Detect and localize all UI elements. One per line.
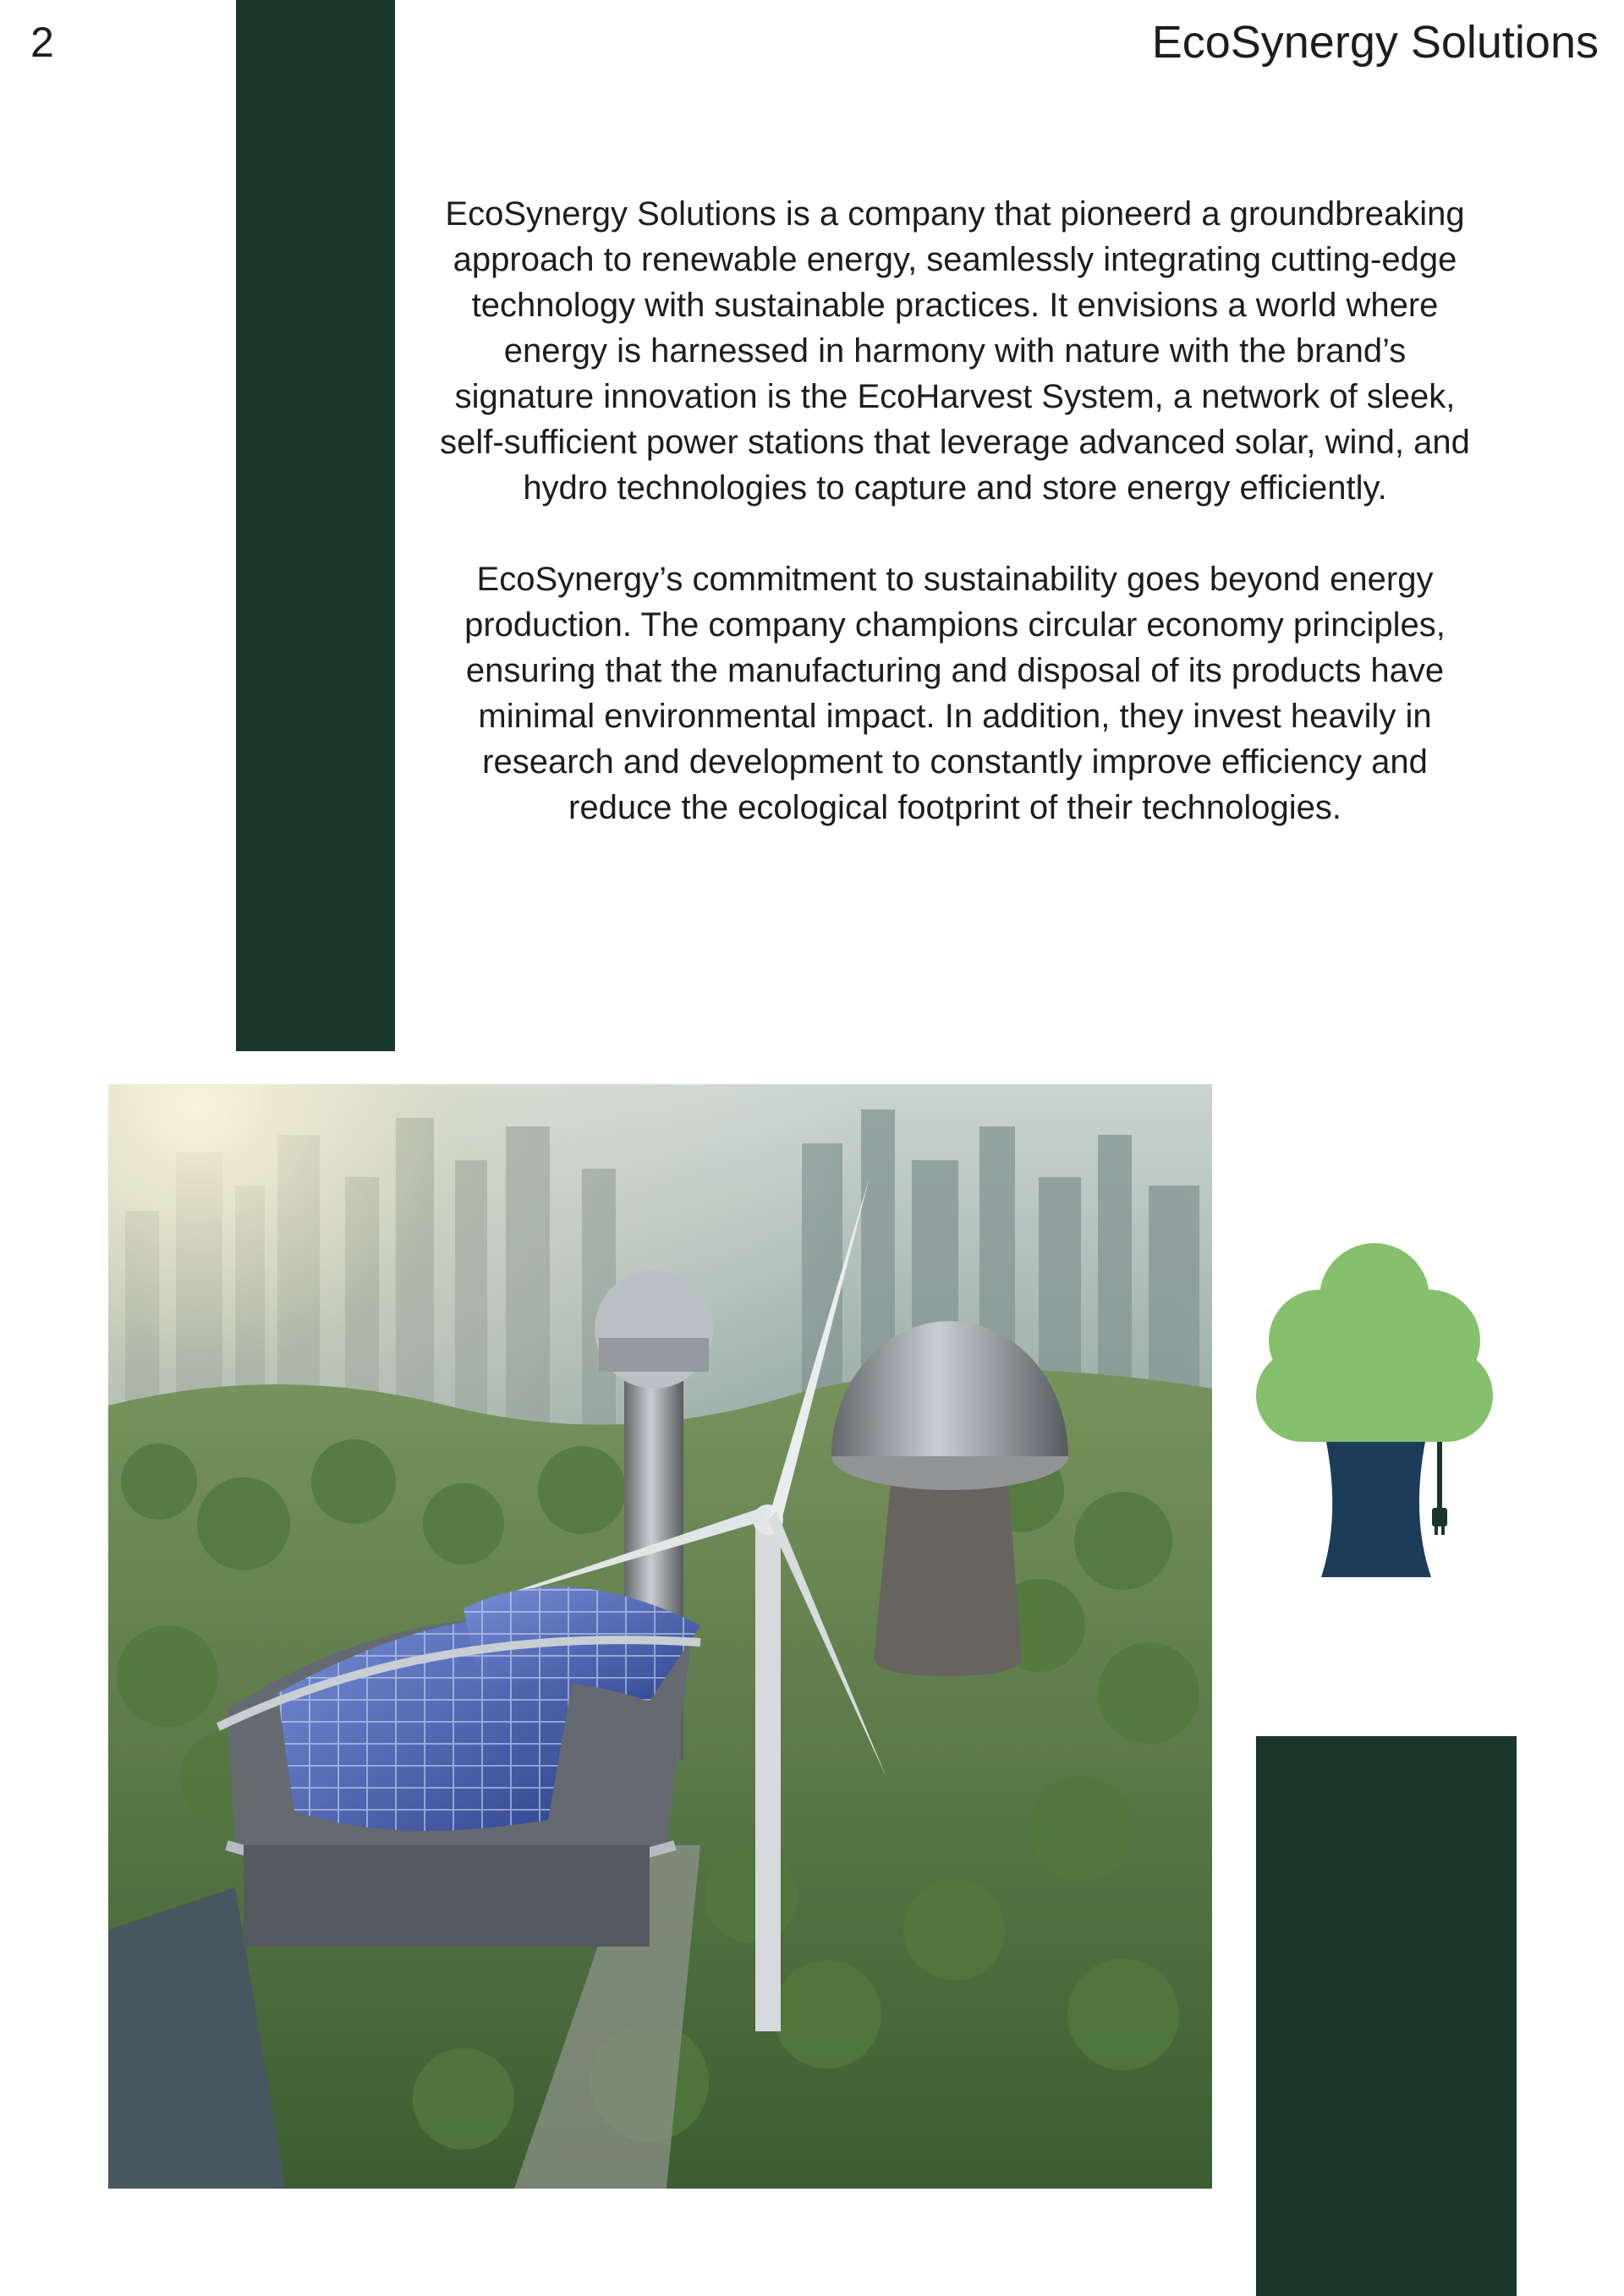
body-text bbox=[440, 191, 1470, 876]
paragraph-2: EcoSynergy’s commitment to sustainability goes beyond energy production. The company champions circular economy principles, ensuring that the manufacturing and disposal of its products have minimal environmental impact. In addition, they invest heavily in research and development to constantly improve efficiency and reduce the ecological footprint of their technologies. bbox=[464, 561, 1446, 826]
decorative-bar-top bbox=[236, 0, 395, 1051]
paragraph-1: EcoSynergy Solutions is a company that pioneerd a groundbreaking approach to renewable energy, seamlessly integrating cutting-edge technology with sustainable practices. It envisions a world where energy is harnessed in harmony with nature with the brand’s signature innovation is the EcoHarvest System, a network of sleek, self-sufficient power stations that leverage advanced solar, wind, and hydro technologies to capture and store energy efficiently. bbox=[440, 195, 1470, 507]
eco-city-photo bbox=[108, 1084, 1212, 2189]
page-number: 2 bbox=[30, 19, 54, 66]
decorative-bar-bottom bbox=[1256, 1736, 1517, 2296]
company-name: EcoSynergy Solutions bbox=[1151, 17, 1599, 68]
tree-with-plug-icon bbox=[1252, 1239, 1497, 1586]
